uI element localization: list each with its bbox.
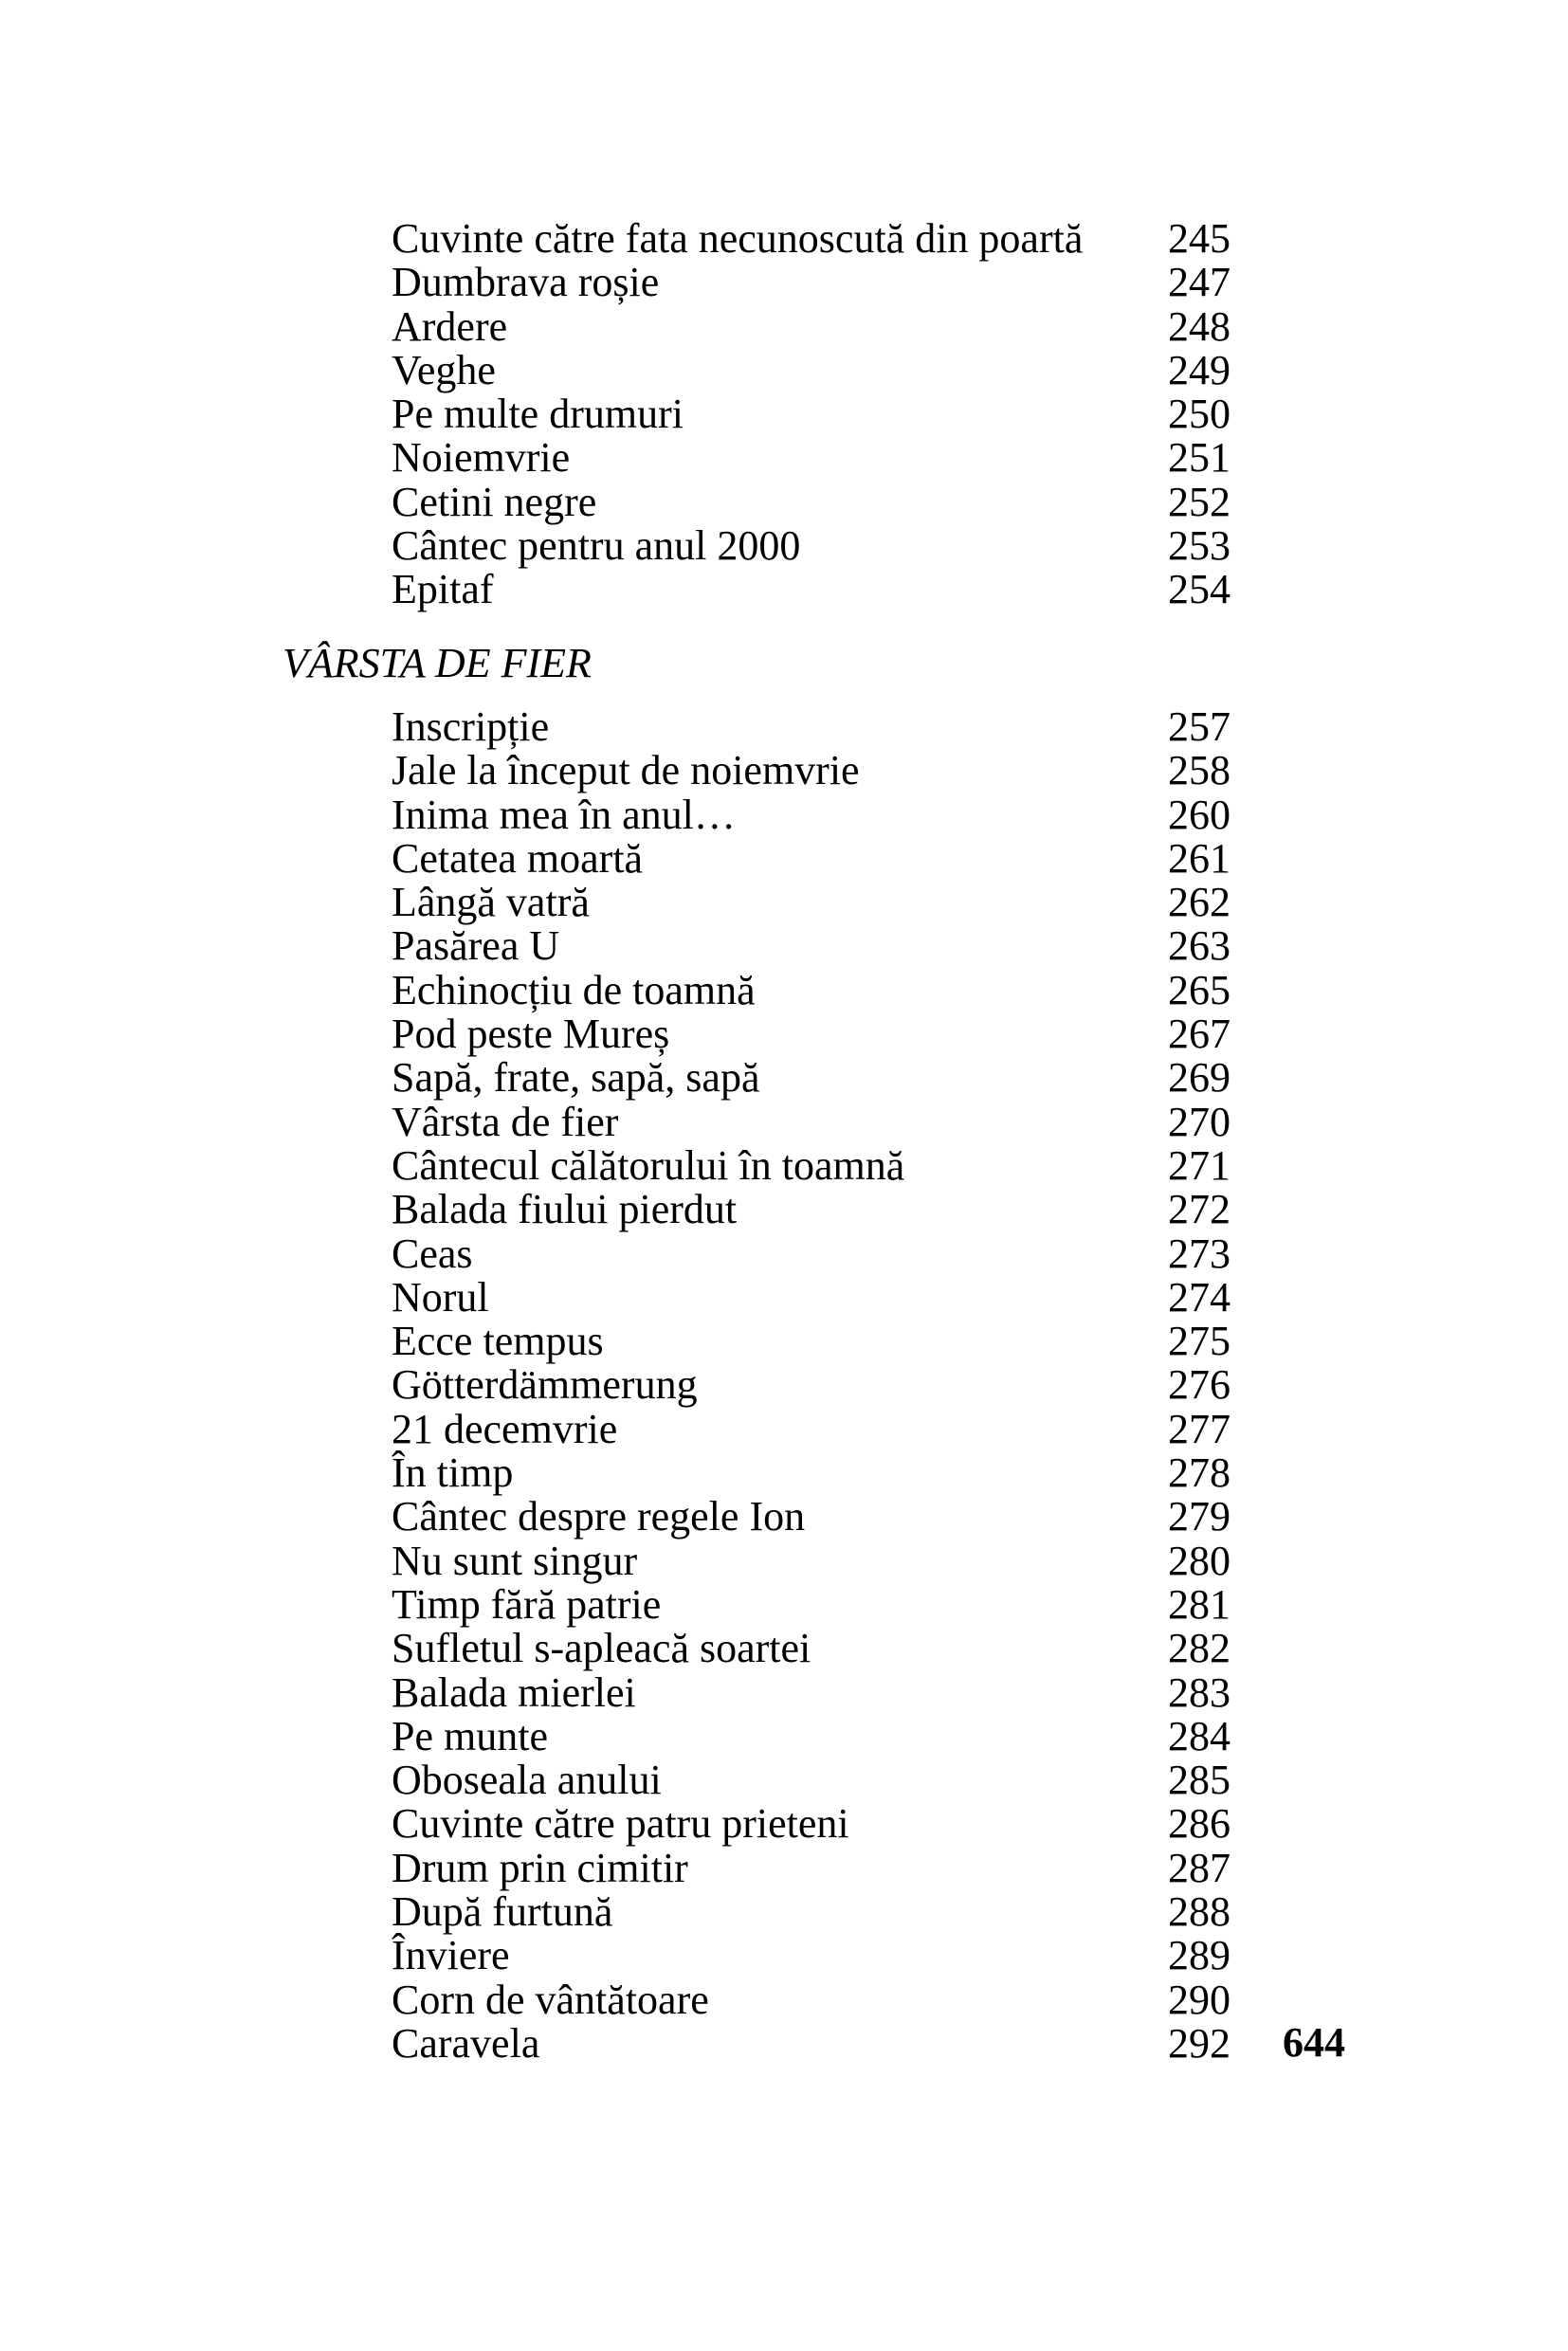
toc-entry [392,524,1231,568]
toc-entry [392,217,1231,261]
section-heading: VÂRSTA DE FIER [283,640,592,686]
toc-entry-title: Vârsta de fier [392,1098,619,1145]
toc-entry-page: 257 [1168,703,1231,750]
toc-entry-title: Ardere [392,302,508,350]
toc-entry-title: Pod peste Mureș [392,1011,670,1058]
toc-entry-page: 267 [1168,1011,1231,1058]
toc-entry-page: 292 [1168,2019,1231,2067]
toc-entry-page: 262 [1168,879,1231,926]
toc-entry-page: 272 [1168,1186,1231,1233]
toc-entry-page: 289 [1168,1932,1231,1979]
toc-group-2 [392,705,1231,2066]
toc-entry [392,1890,1231,1934]
toc-entry [392,302,1231,350]
toc-entry [392,1580,1231,1628]
toc-entry [392,1712,1231,1759]
toc-entry-page: 245 [1168,215,1231,262]
toc-entry [392,1232,1231,1276]
toc-entry-title: Inscripție [392,703,550,750]
toc-entry-page: 286 [1168,1800,1231,1848]
toc-entry-title: Cuvinte către fata necunoscută din poartă [392,215,1084,262]
toc-entry [392,261,1231,304]
toc-entry [392,1451,1231,1495]
toc-entry [392,1273,1231,1321]
toc-entry-title: Inima mea în anul… [392,791,736,838]
toc-entry-title: Pasărea U [392,922,560,970]
toc-entry-page: 288 [1168,1888,1231,1936]
toc-entry-title: Cântec despre regele Ion [392,1493,806,1540]
toc-entry-title: Pe multe drumuri [392,391,684,438]
toc-entry-title: Sapă, frate, sapă, sapă [392,1054,760,1102]
toc-entry-title: Timp fără patrie [392,1580,662,1628]
toc-entry [392,1844,1231,1891]
toc-entry-title: Götterdämmerung [392,1361,698,1409]
toc-entry-title: Dumbrava roșie [392,259,660,306]
toc-entry [392,1098,1231,1145]
toc-entry-page: 265 [1168,966,1231,1013]
toc-entry-title: 21 decemvrie [392,1405,618,1452]
toc-entry [392,1537,1231,1584]
toc-entry-page: 251 [1168,434,1231,482]
toc-entry-title: Cântecul călătorului în toamnă [392,1141,905,1189]
toc-group-1 [392,217,1231,612]
toc-entry-title: Pe munte [392,1712,548,1759]
toc-entry-title: Oboseala anului [392,1757,662,1804]
toc-entry-page: 283 [1168,1668,1231,1716]
toc-entry-page: 249 [1168,346,1231,393]
toc-entry-title: Cuvinte către patru prieteni [392,1800,849,1848]
toc-entry-page: 258 [1168,747,1231,794]
toc-entry-title: Echinocțiu de toamnă [392,966,756,1013]
toc-entry-page: 277 [1168,1405,1231,1452]
toc-entry [392,436,1231,480]
toc-entry-title: Nu sunt singur [392,1537,638,1584]
toc-entry-page: 271 [1168,1141,1231,1189]
toc-entry-title: Lângă vatră [392,879,590,926]
toc-entry-page: 247 [1168,259,1231,306]
folio-page-number: 644 [1283,2019,1345,2066]
toc-entry [392,793,1231,837]
toc-entry [392,392,1231,436]
toc-entry-page: 261 [1168,834,1231,882]
toc-entry-page: 273 [1168,1230,1231,1277]
toc-entry-page: 263 [1168,922,1231,970]
toc-entry-page: 270 [1168,1098,1231,1145]
toc-entry-page: 260 [1168,791,1231,838]
toc-entry [392,1978,1231,2022]
toc-entry [392,1141,1231,1189]
toc-entry [392,1188,1231,1231]
toc-entry [392,705,1231,749]
toc-entry-page: 280 [1168,1537,1231,1584]
toc-entry-title: Cântec pentru anul 2000 [392,522,801,570]
toc-entry [392,1495,1231,1539]
toc-entry-page: 248 [1168,302,1231,350]
toc-entry-title: Sufletul s-apleacă soartei [392,1625,811,1672]
toc-entry-page: 276 [1168,1361,1231,1409]
toc-entry [392,568,1231,611]
toc-entry-title: Ecce tempus [392,1318,604,1365]
toc-entry-title: Epitaf [392,566,494,613]
toc-entry [392,1759,1231,1802]
toc-entry-page: 278 [1168,1449,1231,1497]
toc-entry-page: 275 [1168,1318,1231,1365]
toc-entry-title: Cetini negre [392,478,597,525]
toc-entry-title: Cetatea moartă [392,834,644,882]
toc-entry-title: Balada mierlei [392,1668,636,1716]
toc-entry-title: Caravela [392,2019,540,2067]
toc-entry-page: 279 [1168,1493,1231,1540]
toc-entry [392,346,1231,393]
toc-entry-page: 290 [1168,1976,1231,2023]
toc-entry [392,881,1231,924]
toc-entry [392,1934,1231,1977]
toc-entry [392,924,1231,968]
toc-entry-page: 250 [1168,391,1231,438]
toc-entry-title: Veghe [392,346,496,393]
toc-entry-page: 253 [1168,522,1231,570]
toc-entry [392,1012,1231,1056]
toc-entry [392,749,1231,793]
toc-entry-page: 269 [1168,1054,1231,1102]
toc-entry-title: Înviere [392,1932,510,1979]
toc-entry-page: 281 [1168,1580,1231,1628]
toc-entry [392,478,1231,525]
toc-entry-title: Drum prin cimitir [392,1844,688,1891]
toc-entry [392,1363,1231,1407]
toc-entry [392,1627,1231,1670]
toc-entry-title: Noiemvrie [392,434,571,482]
toc-entry-title: Norul [392,1273,489,1321]
toc-entry-page: 282 [1168,1625,1231,1672]
toc-entry-title: Jale la început de noiemvrie [392,747,860,794]
toc-entry [392,834,1231,882]
toc-entry-page: 287 [1168,1844,1231,1891]
toc-entry-page: 252 [1168,478,1231,525]
toc-entry [392,1668,1231,1716]
toc-entry-title: Balada fiului pierdut [392,1186,738,1233]
toc-entry [392,966,1231,1013]
toc-entry-page: 274 [1168,1273,1231,1321]
toc-entry [392,2019,1231,2067]
toc-entry [392,1056,1231,1100]
toc-entry [392,1802,1231,1846]
toc-entry-title: Corn de vântătoare [392,1976,709,2023]
toc-entry [392,1405,1231,1452]
toc-entry-page: 284 [1168,1712,1231,1759]
toc-entry-title: În timp [392,1449,514,1497]
toc-entry-title: După furtună [392,1888,613,1936]
toc-entry [392,1320,1231,1363]
toc-entry-page: 254 [1168,566,1231,613]
toc-entry-page: 285 [1168,1757,1231,1804]
toc-entry-title: Ceas [392,1230,473,1277]
